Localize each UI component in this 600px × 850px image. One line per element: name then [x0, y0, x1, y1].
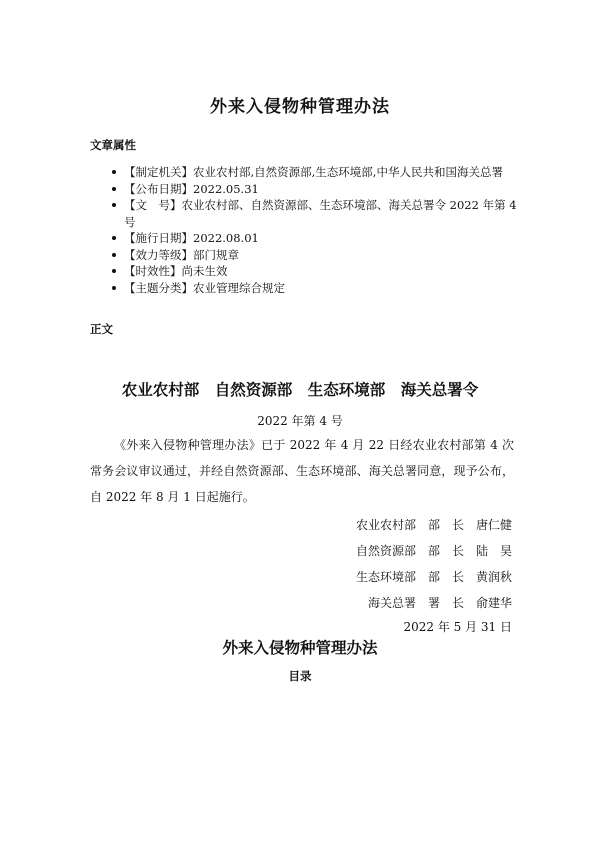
signatory-natural-resources: 自然资源部 部 长 陆 昊	[355, 544, 512, 558]
signing-date: 2022 年 5 月 31 日	[403, 620, 512, 634]
property-issuing-agency: 【制定机关】农业农村部,自然资源部,生态环境部,中华人民共和国海关总署	[112, 164, 522, 181]
property-validity: 【时效性】尚未生效	[112, 263, 522, 280]
table-of-contents-heading: 目录	[288, 669, 312, 683]
signatory-agriculture: 农业农村部 部 长 唐仁健	[355, 518, 512, 532]
property-effective-date: 【施行日期】2022.08.01	[112, 230, 522, 247]
properties-heading: 文章属性	[90, 138, 136, 152]
signatory-ecology: 生态环境部 部 长 黄润秋	[355, 570, 512, 584]
signatory-customs: 海关总署 署 长 俞建华	[367, 596, 512, 610]
document-number: 2022 年第 4 号	[257, 414, 343, 428]
regulation-title: 外来入侵物种管理办法	[222, 638, 378, 657]
properties-list	[112, 164, 522, 296]
property-document-number: 【文 号】农业农村部、自然资源部、生态环境部、海关总署令 2022 年第 4 号	[112, 197, 522, 230]
document-title: 外来入侵物种管理办法	[210, 97, 390, 117]
body-heading: 正文	[90, 322, 113, 336]
announcement-paragraph: 《外来入侵物种管理办法》已于 2022 年 4 月 22 日经农业农村部第 4 次常务会议审议通过，并经自然资源部、生态环境部、海关总署同意，现予公布，自 2022 年 8 月 1 日起施行。	[90, 438, 514, 504]
property-legal-level: 【效力等级】部门规章	[112, 247, 522, 264]
property-publish-date: 【公布日期】2022.05.31	[112, 181, 522, 198]
property-subject-category: 【主题分类】农业管理综合规定	[112, 280, 522, 297]
agencies-heading: 农业农村部 自然资源部 生态环境部 海关总署令	[121, 380, 479, 399]
